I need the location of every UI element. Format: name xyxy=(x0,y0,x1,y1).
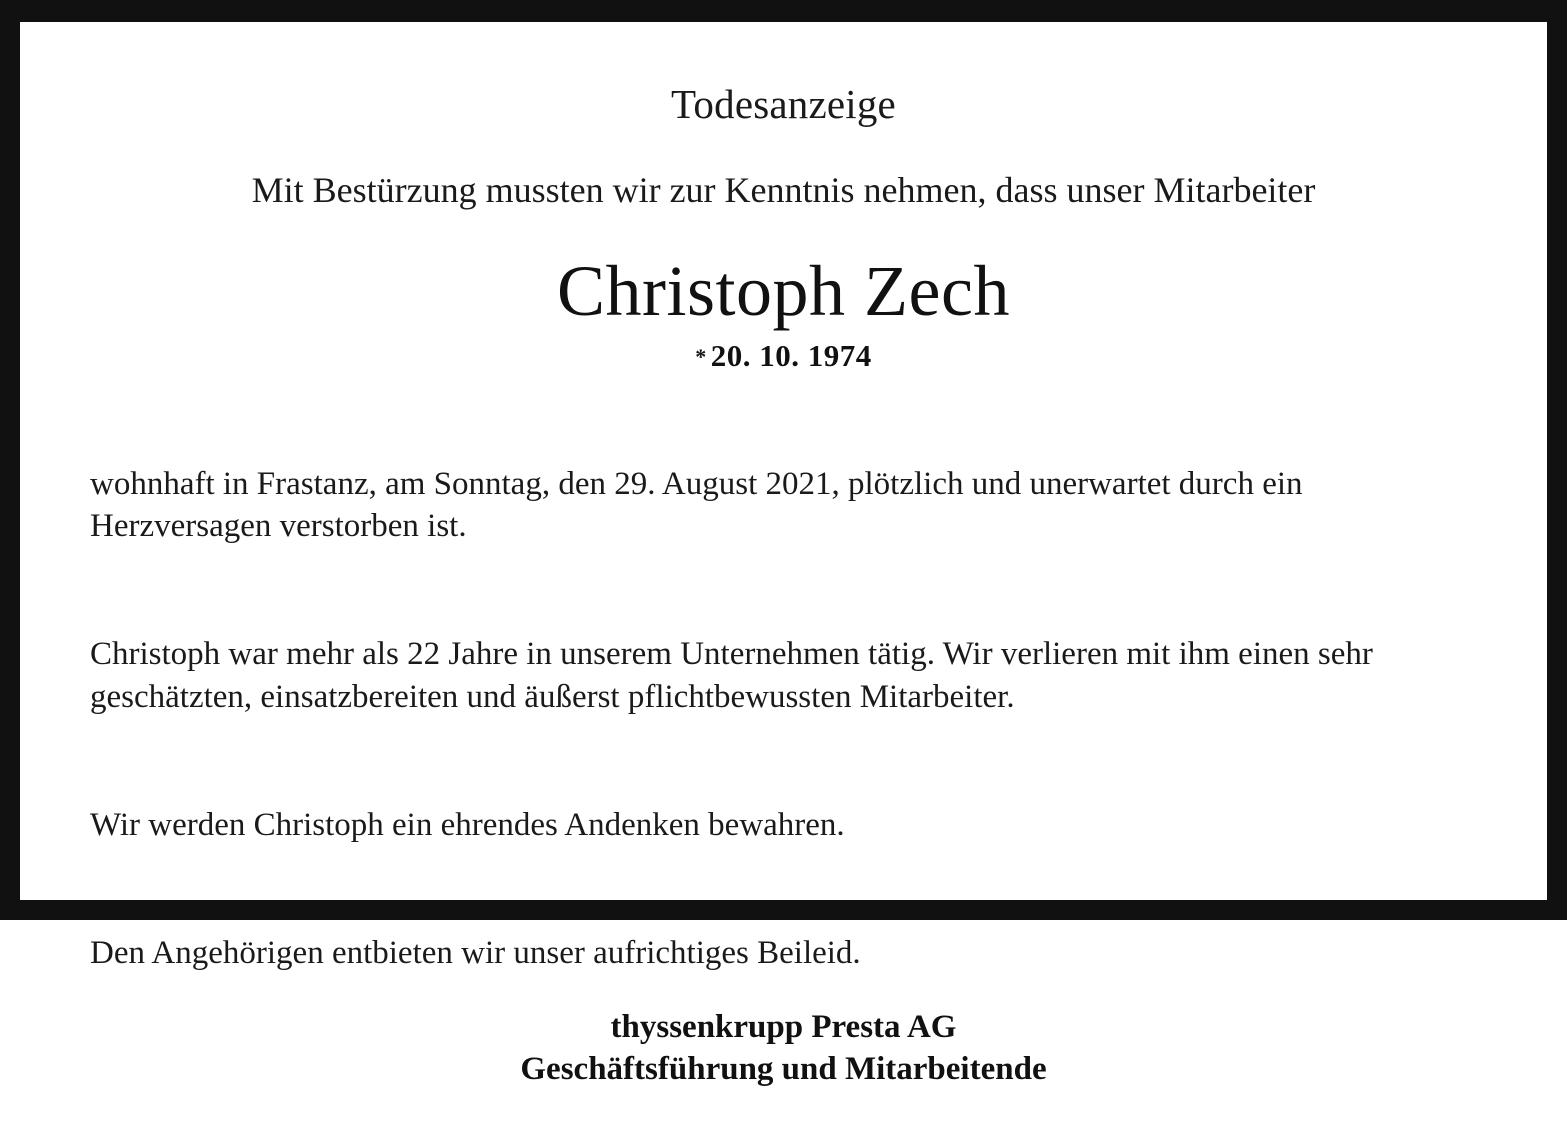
birth-date-line xyxy=(90,338,1477,374)
page-title: Todesanzeige xyxy=(671,81,896,127)
intro-text: Mit Bestürzung mussten wir zur Kenntnis nehmen, dass unser Mitarbeiter xyxy=(251,170,1316,211)
birth-date: 20. 10. 1974 xyxy=(710,337,872,373)
paragraph: Christoph war mehr als 22 Jahre in unserem Unternehmen tätig. Wir verlieren mit ihm einen sehr geschätzten, einsatzbereiten und äußerst pflichtbewussten Mitarbeiter. xyxy=(90,636,1373,715)
signature-sender: Geschäftsführung und Mitarbeitende xyxy=(520,1050,1047,1087)
birth-star-icon: * xyxy=(695,343,707,369)
deceased-name: Christoph Zech xyxy=(557,251,1010,332)
signature-company: thyssenkrupp Presta AG xyxy=(610,1009,957,1046)
paragraph: Wir werden Christoph ein ehrendes Andenken bewahren. xyxy=(90,806,845,843)
body-paragraphs xyxy=(90,430,1477,1007)
obituary-card xyxy=(20,22,1547,1087)
signature-block xyxy=(90,1007,1477,1132)
paragraph: Den Angehörigen entbieten wir unser aufrichtiges Beileid. xyxy=(90,935,861,972)
paragraph: wohnhaft in Frastanz, am Sonntag, den 29. August 2021, plötzlich und unerwartet durch ein Herzversagen verstorben ist. xyxy=(90,465,1303,545)
